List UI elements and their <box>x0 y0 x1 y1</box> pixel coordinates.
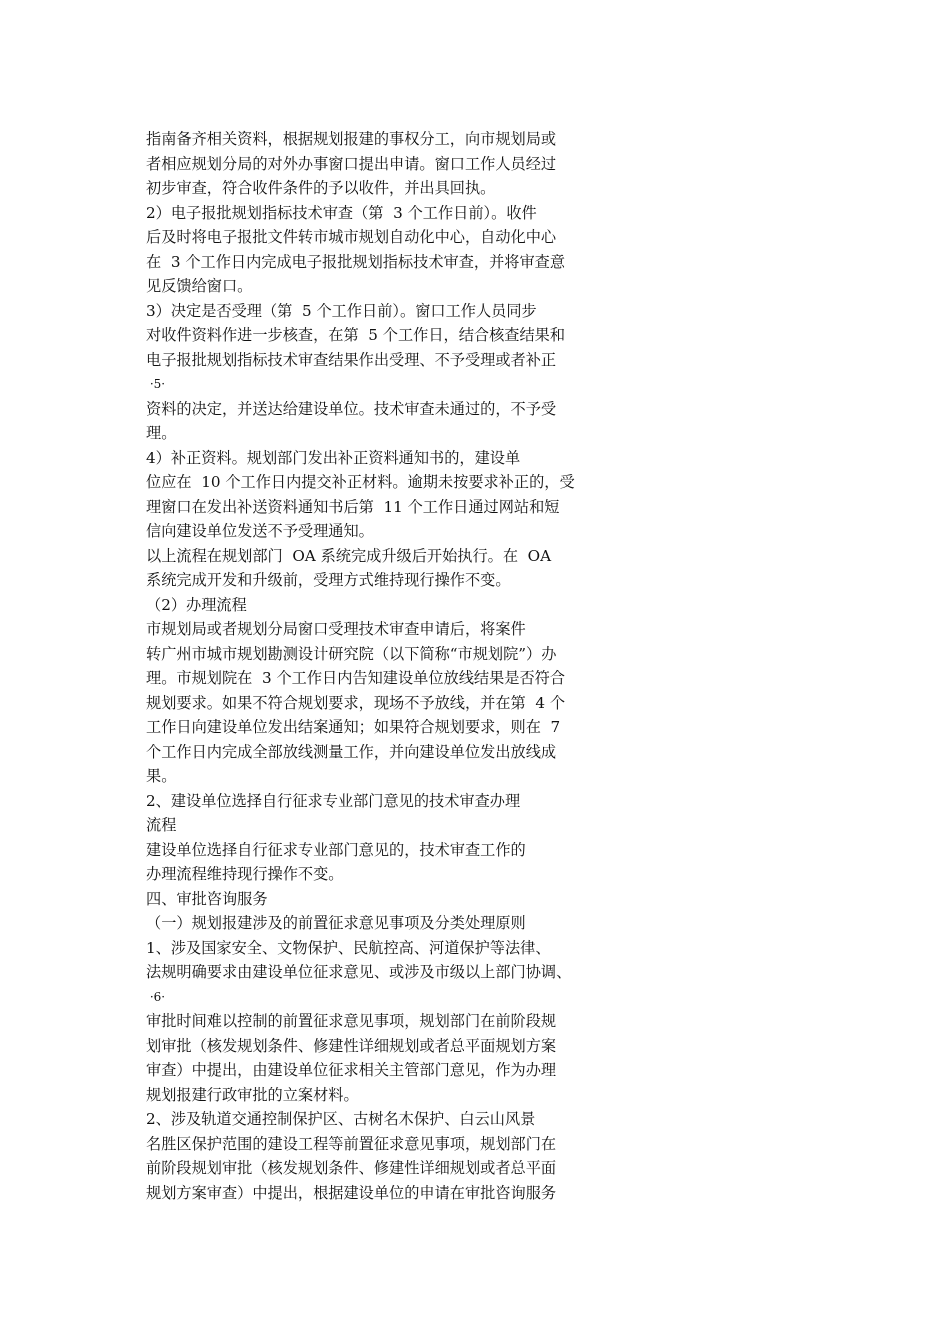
text-line: 指南备齐相关资料，根据规划报建的事权分工，向市规划局或 <box>146 130 557 148</box>
text-line: 资料的决定，并送达给建设单位。技术审查未通过的，不予受 <box>146 399 557 418</box>
text-line: 名胜区保护范围的建设工程等前置征求意见事项，规划部门在 <box>146 1134 557 1153</box>
section-heading: 四、审批咨询服务 <box>146 889 268 908</box>
text-line: 2、涉及轨道交通控制保护区、古树名木保护、白云山风景 <box>146 1110 536 1128</box>
text-line: 前阶段规划审批（核发规划条件、修建性详细规划或者总平面 <box>146 1159 557 1177</box>
text-line: 转广州市城市规划勘测设计研究院（以下简称“市规划院”）办 <box>146 644 557 663</box>
text-line: 初步审查，符合收件条件的予以收件，并出具回执。 <box>146 179 496 197</box>
text-line: 1、涉及国家安全、文物保护、民航控高、河道保护等法律、 <box>146 938 551 957</box>
text-line: 建设单位选择自行征求专业部门意见的，技术审查工作的 <box>146 840 526 859</box>
text-line: 在 3 个工作日内完成电子报批规划指标技术审查，并将审查意 <box>146 252 566 271</box>
text-line: 市规划局或者规划分局窗口受理技术审查申请后，将案件 <box>146 620 526 638</box>
text-line: 4）补正资料。规划部门发出补正资料通知书的，建设单 <box>146 448 521 467</box>
page-number: ·5· <box>146 377 166 391</box>
section-heading: 流程 <box>146 816 177 834</box>
text-line: 理窗口在发出补送资料通知书后第 11 个工作日通过网站和短 <box>146 497 560 516</box>
text-line: 个工作日内完成全部放线测量工作，并向建设单位发出放线成 <box>146 742 557 761</box>
text-line: 工作日向建设单位发出结案通知；如果符合规划要求，则在 7 <box>146 718 561 736</box>
text-line: 审批时间难以控制的前置征求意见事项，规划部门在前阶段规 <box>146 1012 557 1030</box>
text-line: 位应在 10 个工作日内提交补正材料。逾期未按要求补正的，受 <box>146 473 575 491</box>
text-line: 果。 <box>146 767 177 785</box>
text-line: 以上流程在规划部门 OA 系统完成升级后开始执行。在 OA <box>146 546 552 565</box>
text-line: 见反馈给窗口。 <box>146 277 253 295</box>
text-line: 规划报建行政审批的立案材料。 <box>146 1085 359 1104</box>
section-heading: （一）规划报建涉及的前置征求意见事项及分类处理原则 <box>146 914 526 932</box>
page-number: ·6· <box>146 989 166 1004</box>
text-line: 划审批（核发规划条件、修建性详细规划或者总平面规划方案 <box>146 1036 557 1055</box>
document-body <box>146 127 626 1205</box>
text-line: 理。 <box>146 424 177 442</box>
text-line: 审查）中提出，由建设单位征求相关主管部门意见，作为办理 <box>146 1061 557 1079</box>
text-line: 2）电子报批规划指标技术审查（第 3 个工作日前）。收件 <box>146 203 537 222</box>
text-line: 系统完成开发和升级前，受理方式维持现行操作不变。 <box>146 571 511 589</box>
text-line: 电子报批规划指标技术审查结果作出受理、不予受理或者补正 <box>146 350 557 369</box>
text-line: 信向建设单位发送不予受理通知。 <box>146 522 374 540</box>
section-heading: （2）办理流程 <box>146 595 247 614</box>
text-line: 理。市规划院在 3 个工作日内告知建设单位放线结果是否符合 <box>146 669 566 687</box>
text-line: 法规明确要求由建设单位征求意见、或涉及市级以上部门协调、 <box>146 963 572 981</box>
text-line: 3）决定是否受理（第 5 个工作日前）。窗口工作人员同步 <box>146 301 537 320</box>
section-heading: 2、建设单位选择自行征求专业部门意见的技术审查办理 <box>146 791 521 810</box>
text-line: 规划要求。如果不符合规划要求，现场不予放线，并在第 4 个 <box>146 693 566 712</box>
text-line: 者相应规划分局的对外办事窗口提出申请。窗口工作人员经过 <box>146 154 557 173</box>
text-line: 办理流程维持现行操作不变。 <box>146 865 344 883</box>
text-line: 后及时将电子报批文件转市城市规划自动化中心，自动化中心 <box>146 228 557 246</box>
text-line: 规划方案审查）中提出，根据建设单位的申请在审批咨询服务 <box>146 1183 557 1202</box>
text-line: 对收件资料作进一步核查，在第 5 个工作日，结合核查结果和 <box>146 326 566 344</box>
